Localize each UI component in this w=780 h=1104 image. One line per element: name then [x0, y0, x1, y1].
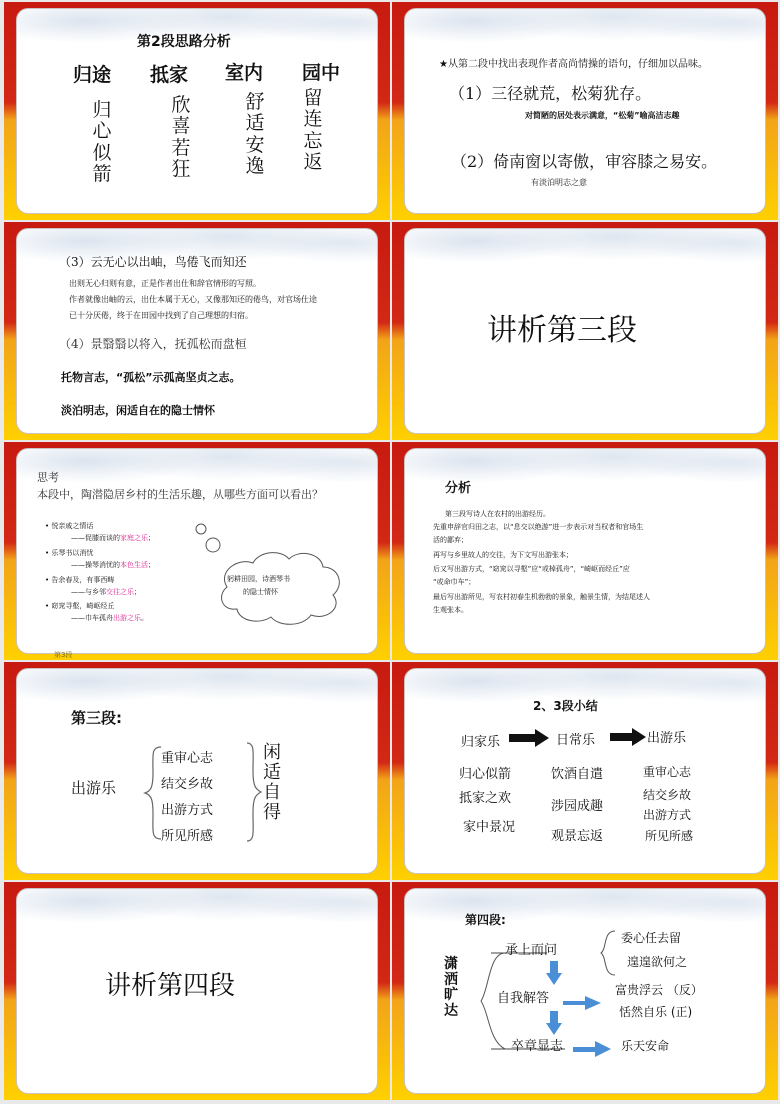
col1-item-2: 抵家之欢	[459, 791, 512, 806]
slide-8-title: 2、3段小结	[533, 699, 598, 713]
col1-item-3: 家中景况	[463, 820, 516, 835]
col3-item-1: 重审心志	[643, 765, 692, 779]
cloud-text-2: 的隐士情怀	[243, 588, 278, 596]
slide-6-title: 分析	[445, 481, 472, 496]
slide-7-panel	[16, 668, 378, 874]
slide-6-panel	[404, 448, 766, 654]
analysis-line-4: 再写与乡里故人的交往，为下文写出游张本；	[433, 551, 573, 559]
tree-item-4: 所见所感	[161, 829, 214, 844]
explain-line-2: 作者就像出岫的云，出仕本属于无心，又像那知还的倦鸟，对官场仕途	[69, 295, 317, 304]
tree-item-2: 结交乡故	[161, 777, 214, 792]
slide-6[interactable]	[392, 442, 778, 660]
slide-1-panel	[16, 8, 378, 214]
col1-item-1: 归心似箭	[459, 767, 512, 782]
node-resolve: 卒章显志	[511, 1039, 564, 1054]
result-2a: 富贵浮云 （反）	[615, 983, 703, 997]
analysis-line-3: 活的鄙弃；	[433, 536, 468, 544]
tree-item-3: 出游方式	[161, 803, 214, 818]
heading-3: 室内	[225, 62, 264, 84]
analysis-line-6: “或命巾车”；	[433, 578, 476, 586]
slide-1[interactable]	[4, 2, 390, 220]
slide-4[interactable]	[392, 222, 778, 440]
analysis-line-2: 先重申辞官归田之志，以“息交以绝游”进一步表示对当权者和官场生	[433, 523, 644, 531]
column-1-text: 归心似箭	[92, 99, 112, 185]
right-brace	[243, 739, 263, 845]
result-3: 乐天安命	[621, 1039, 670, 1053]
slide-5[interactable]	[4, 442, 390, 660]
tree-root: 出游乐	[71, 779, 117, 797]
explain-line-3: 已十分厌倦，终于在田园中找到了自己理想的归宿。	[69, 311, 253, 320]
heading-4: 园中	[302, 62, 341, 84]
think-label: 思考	[37, 471, 59, 484]
column-4-text: 留连忘返	[303, 87, 323, 173]
col3-item-4: 所见所感	[645, 829, 694, 843]
quote-3: （3）云无心以出岫，鸟倦飞而知还	[59, 255, 247, 269]
col2-item-3: 观景忘返	[551, 829, 604, 844]
flow-step-2: 日常乐	[556, 733, 596, 748]
joy-item-1: • 悦亲戚之情话	[45, 522, 94, 530]
slide-1-title: 第2段思路分析	[137, 34, 231, 50]
structure-lines	[405, 889, 766, 1094]
slide-10-title: 第四段:	[465, 913, 506, 927]
joy-item-3: • 告余春及，有事西畴	[45, 576, 115, 584]
slide-10-panel	[404, 888, 766, 1094]
slide-7[interactable]	[4, 662, 390, 880]
col3-item-2: 结交乡故	[643, 788, 692, 802]
joy-item-2-detail: ——操琴消忧的本色生活；	[71, 561, 155, 569]
cloud-text-1: 躬耕田园，诗酒琴书	[227, 575, 290, 583]
slide-3[interactable]	[4, 222, 390, 440]
column-2-text: 欣喜若狂	[171, 94, 191, 180]
slide-3-panel	[16, 228, 378, 434]
quote-2: （2）倚南窗以寄傲，审容膝之易安。	[451, 152, 718, 171]
flow-arrow-2	[610, 728, 646, 746]
slide-8-panel	[404, 668, 766, 874]
slide-9-panel	[16, 888, 378, 1094]
summary-1: 托物言志，“孤松”示孤高坚贞之志。	[61, 371, 241, 384]
joy-item-4: • 窈窕寻壑，崎岖经丘	[45, 602, 115, 610]
analysis-line-1: 第三段写诗人在农村的出游经历。	[445, 510, 550, 518]
slide-8[interactable]	[392, 662, 778, 880]
slide-9[interactable]	[4, 882, 390, 1100]
note-1: 对简陋的居处表示满意，“松菊”喻高洁志趣	[525, 111, 680, 120]
node-ask: 承上而问	[505, 943, 558, 958]
joy-item-3-detail: ——与乡邻交往之乐；	[71, 588, 141, 596]
slide-7-title: 第三段:	[71, 709, 122, 727]
analysis-line-5: 后又写出游方式，“窈窕以寻壑”应“或棹孤舟”，“崎岖而经丘”应	[433, 565, 630, 573]
col2-item-1: 饮酒自遣	[551, 767, 604, 782]
col3-item-3: 出游方式	[643, 808, 692, 822]
joy-item-4-detail: ——巾车孤舟出游之乐。	[71, 614, 148, 622]
slide-10[interactable]	[392, 882, 778, 1100]
result-2b: 恬然自乐 (正)	[619, 1005, 693, 1019]
quote-4: （4）景翳翳以将入，抚孤松而盘桓	[59, 337, 247, 351]
tree-result: 闲适自得	[263, 742, 281, 824]
side-summary: 潇洒旷达	[444, 956, 458, 1020]
flow-step-1: 归家乐	[461, 735, 501, 750]
col2-item-2: 涉园成趣	[551, 799, 604, 814]
flow-arrow-1	[509, 729, 549, 747]
heading-1: 归途	[73, 64, 112, 86]
column-3-text: 舒适安逸	[245, 91, 265, 177]
analysis-line-7: 最后写出游所见，写农村初春生机勃勃的景象，触景生情，为结尾述人	[433, 593, 650, 601]
quote-1: （1）三径就荒，松菊犹存。	[449, 84, 652, 103]
slide-2-panel	[404, 8, 766, 214]
summary-2: 淡泊明志，闲适自在的隐士情怀	[61, 404, 215, 417]
think-question: 本段中，陶潜隐居乡村的生活乐趣，从哪些方面可以看出？	[37, 488, 323, 501]
slide-4-panel	[404, 228, 766, 434]
slide-2[interactable]	[392, 2, 778, 220]
slide-9-title: 讲析第四段	[105, 971, 236, 1001]
result-1b: 遑遑欲何之	[627, 955, 688, 969]
tree-item-1: 重审心志	[161, 751, 214, 766]
note-2: 有淡泊明志之意	[531, 178, 587, 187]
slide-5-panel	[16, 448, 378, 654]
node-answer: 自我解答	[497, 991, 550, 1006]
heading-2: 抵家	[150, 64, 189, 86]
analysis-line-8: 生观张本。	[433, 606, 468, 614]
section-tag: 第3段	[54, 651, 73, 659]
slide-4-title: 讲析第三段	[487, 313, 637, 348]
joy-item-1-detail: ——促膝而谈的家庭之乐；	[71, 534, 155, 542]
result-1a: 委心任去留	[621, 931, 682, 945]
explain-line-1: 出则无心归则有意，正是作者出仕和辞官情形的写照。	[69, 279, 261, 288]
slide-2-intro: ★从第二段中找出表现作者高尚情操的语句，仔细加以品味。	[439, 59, 708, 70]
flow-step-3: 出游乐	[647, 731, 687, 746]
joy-item-2: • 乐琴书以消忧	[45, 549, 94, 557]
